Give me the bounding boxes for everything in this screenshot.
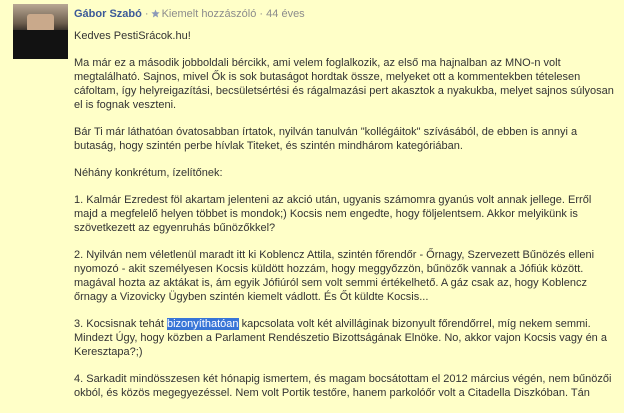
author-age: 44 éves [266, 8, 305, 20]
badge-label: Kiemelt hozzászóló [161, 8, 257, 20]
paragraph-5: 2. Nyilván nem véletlenül maradt itt ki Koblencz Attila, szintén főrendőr - Őrnagy, Szervezett Bűnözés elleni nyomozó - akit személyesen Kocsis küldött hozzám, hogy meggyőzzön, bűnözők vannak a Jófiúk között. magával hozta az aktákat is, ám egyik Jófiúról sem volt semmi értékelhető. A gáz csak az, hogy Koblencz őrnagy a Vizovicky Ügyben szintén kiemelt vádlott. És Őt küldte Kocsis... [74, 249, 595, 303]
paragraph-6-end: kapcsolata volt két alvilláginak bizonyult főrendőrrel, míg nekem semmi. Mindezt Úgy, hogy közben a Parlament Rendészetio Bizottságának Elnöke. No, akkor vajon Kocsis vagy én a Keresztapa?;) [74, 318, 607, 358]
greeting: Kedves PestiSrácok.hu! [74, 30, 191, 42]
comment-body [74, 29, 614, 413]
paragraph-4: 1. Kalmár Ezredest föl akartam jelenteni az akció után, ugyanis számomra gyanús volt annak jellege. Erről majd a megfelelő helyen többet is mondok;) Kocsis nem engedte, hogy följelentsem. Akkor melyikünk is szövetkezett az egyenruhás bűnözőkkel? [74, 194, 592, 234]
paragraph-3: Néhány konkrétum, ízelítőnek: [74, 167, 223, 179]
comment-header [74, 7, 305, 21]
star-icon [151, 9, 160, 18]
author-name[interactable]: Gábor Szabó [74, 8, 142, 20]
paragraph-6 [74, 317, 614, 359]
paragraph-7: 4. Sarkadit mindösszesen két hónapig ismertem, és magam bocsátottam el 2012 március végén, nem bűnözői okból, és közös megegyezéssel. Nem volt Portik testőre, hanem parkolóőr volt a Citadella Diszkóban. Tán [74, 373, 612, 399]
selected-text[interactable]: bizonyíthatóan [166, 318, 239, 330]
paragraph-2: Bár Ti már láthatóan óvatosabban írtatok, nyilván tanulván "kollégáitok" szívásából, de ebben is annyi a butaság, hogy szintén perbe hívlak Titeket, és szintén mindhárom kategóriában. [74, 126, 578, 152]
paragraph-6-start: 3. Kocsisnak tehát [74, 318, 167, 330]
paragraph-1: Ma már ez a második jobboldali bércikk, ami velem foglalkozik, az első ma hajnalban az MNO-n volt megtalálható. Sajnos, mivel Ők is sok butaságot hordtak össze, melyeket ott a kommentekben tételesen cáfoltam, így helyreigazítási, becsületsértési és rágalmazási pert akasztok a nyakukba, melyet sajnos súlyosan el is fognak veszteni. [74, 57, 614, 111]
avatar-mask [13, 30, 68, 59]
meta-separator: · [144, 8, 149, 20]
avatar[interactable] [13, 4, 68, 59]
meta-separator: · [259, 8, 264, 20]
